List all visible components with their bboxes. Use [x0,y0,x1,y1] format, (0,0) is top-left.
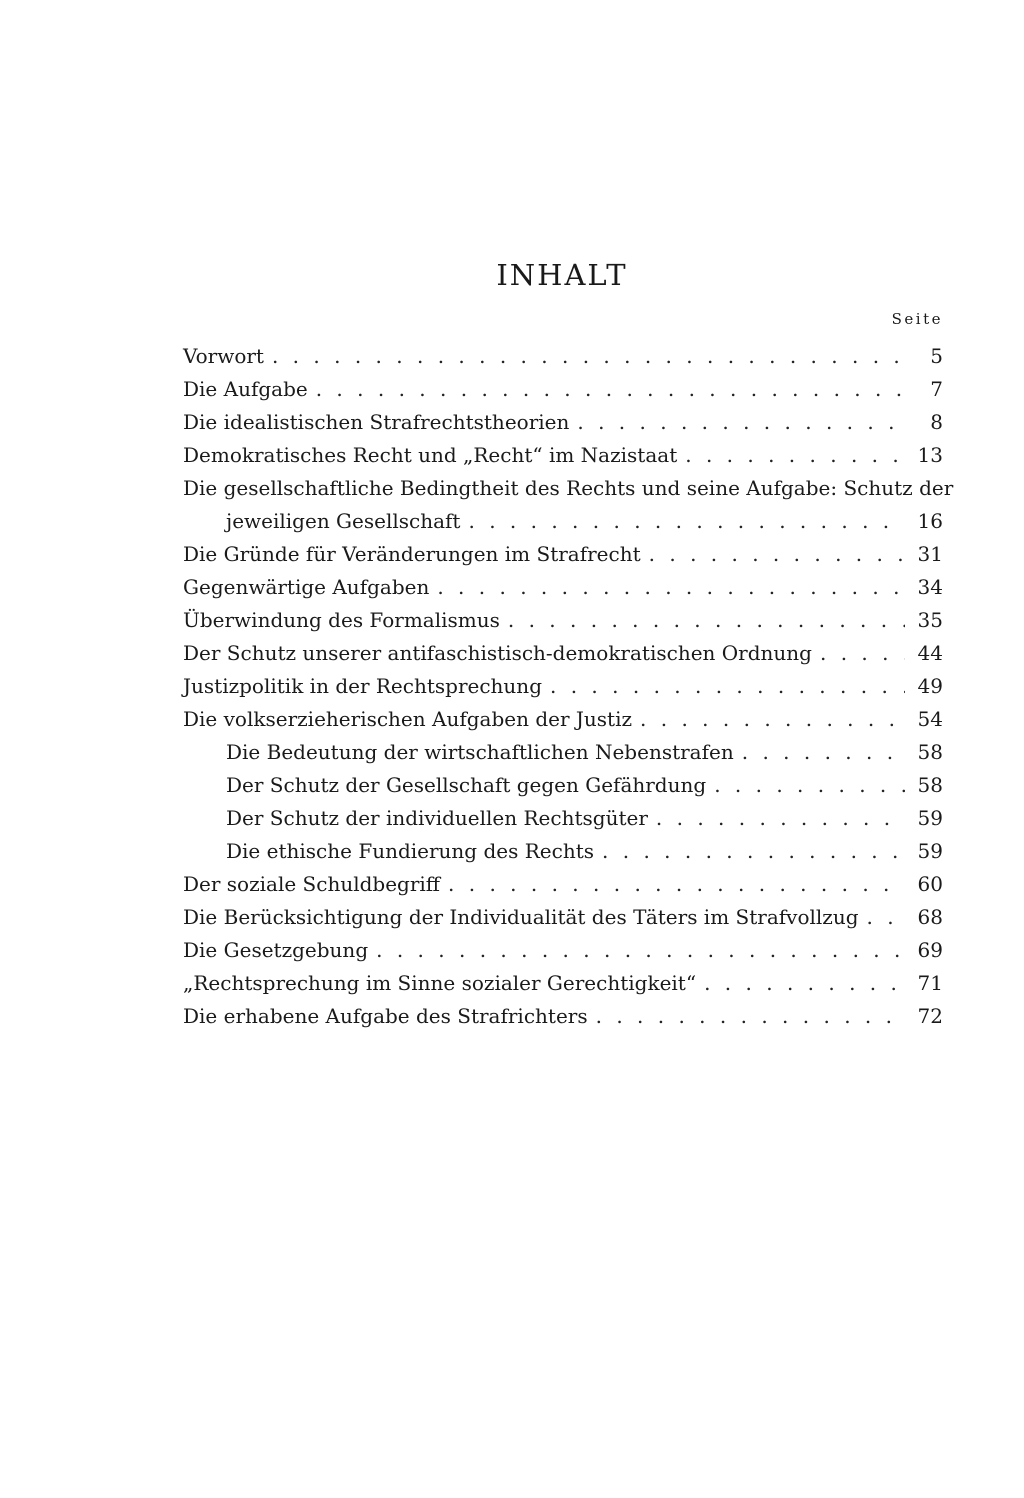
toc-entry-label: Der Schutz der Gesellschaft gegen Gefährdung [226,773,707,797]
toc-entry-label: Die idealistischen Strafrechtstheorien [183,410,570,434]
dot-leader [376,934,905,967]
dot-leader [640,703,905,736]
toc-entry-page: 44 [917,641,943,665]
toc-entry-label: Die Aufgabe [183,377,308,401]
toc-entry[interactable] [183,538,943,571]
toc-entry[interactable] [183,406,943,439]
toc-entry-label: Der Schutz der individuellen Rechtsgüter [226,806,648,830]
toc-entry-label: Überwindung des Formalismus [183,608,500,632]
toc-entry-label: Die erhabene Aufgabe des Strafrichters [183,1004,588,1028]
toc-entry-page: 60 [917,872,943,896]
toc-entry-page: 13 [917,443,943,467]
dot-leader [316,373,905,406]
dot-leader [820,637,905,670]
toc-entry-label: Die Gesetzgebung [183,938,369,962]
toc-entry-page: 5 [930,344,943,368]
dot-leader [602,835,905,868]
toc-entry-page: 58 [917,773,943,797]
toc-entry[interactable] [183,571,943,604]
toc-entry[interactable] [183,439,943,472]
toc-entry-page: 59 [917,839,943,863]
dot-leader [742,736,905,769]
toc-entry-page: 31 [917,542,943,566]
toc-entry[interactable] [183,637,943,670]
toc-entry[interactable] [183,703,943,736]
toc-entry[interactable] [183,670,943,703]
toc-entry-page: 71 [917,971,943,995]
toc-entry[interactable] [183,604,943,637]
toc-entry-label: Der Schutz unserer antifaschistisch-demokratischen Ordnung [183,641,812,665]
dot-leader [437,571,905,604]
toc-entry-page: 8 [930,410,943,434]
toc-entry[interactable] [183,1000,943,1033]
toc-entry-label: Die Berücksichtigung der Individualität des Täters im Strafvollzug [183,905,859,929]
toc-entry[interactable] [183,967,943,1000]
dot-leader [272,340,905,373]
dot-leader [685,439,905,472]
toc-entry[interactable] [183,340,943,373]
toc-entry-page: 34 [917,575,943,599]
toc-entry-page: 16 [917,509,943,533]
toc-entry-label-line2: jeweiligen Gesellschaft [226,509,461,533]
toc-subentry[interactable] [183,802,943,835]
toc-entry-label: Die Gründe für Veränderungen im Strafrecht [183,542,641,566]
dot-leader [704,967,905,1000]
toc-entry[interactable] [183,934,943,967]
toc-entry[interactable] [183,901,943,934]
dot-leader [714,769,905,802]
dot-leader [656,802,905,835]
toc-entry-label: Die Bedeutung der wirtschaftlichen Nebenstrafen [226,740,734,764]
toc-entry-page: 7 [930,377,943,401]
toc-entry-page: 49 [917,674,943,698]
toc-entry-page: 69 [917,938,943,962]
dot-leader [649,538,905,571]
toc-entry-label: „Rechtsprechung im Sinne sozialer Gerechtigkeit“ [183,971,697,995]
toc-entry-page: 59 [917,806,943,830]
toc-subentry[interactable] [183,769,943,802]
toc-subentry[interactable] [183,835,943,868]
toc-entry[interactable] [183,373,943,406]
dot-leader [508,604,905,637]
toc-entry-label: Justizpolitik in der Rechtsprechung [183,674,542,698]
toc-entry-label: Der soziale Schuldbegriff [183,872,441,896]
page-title: INHALT [496,258,628,292]
toc-entry-page: 58 [917,740,943,764]
toc-entry[interactable] [183,472,954,538]
dot-leader [468,505,905,538]
dot-leader [867,901,905,934]
toc-entry[interactable] [183,868,943,901]
dot-leader [596,1000,905,1033]
toc-entry-label: Vorwort [183,344,264,368]
dot-leader [448,868,905,901]
dot-leader [550,670,905,703]
toc-entry-label: Gegenwärtige Aufgaben [183,575,430,599]
toc-entry-page: 68 [917,905,943,929]
toc-entry-page: 54 [917,707,943,731]
toc-entry-label: Demokratisches Recht und „Recht“ im Nazistaat [183,443,678,467]
toc-entry-label-line1: Die gesellschaftliche Bedingtheit des Rechts und seine Aufgabe: Schutz der [183,476,954,500]
toc-entry-label: Die volkserzieherischen Aufgaben der Justiz [183,707,633,731]
toc-entry-page: 72 [917,1004,943,1028]
toc-entry-page: 35 [917,608,943,632]
toc-entry-label: Die ethische Fundierung des Rechts [226,839,595,863]
page-column-label: Seite [891,310,943,328]
dot-leader [577,406,905,439]
toc-subentry[interactable] [183,736,943,769]
table-of-contents [183,340,954,1033]
